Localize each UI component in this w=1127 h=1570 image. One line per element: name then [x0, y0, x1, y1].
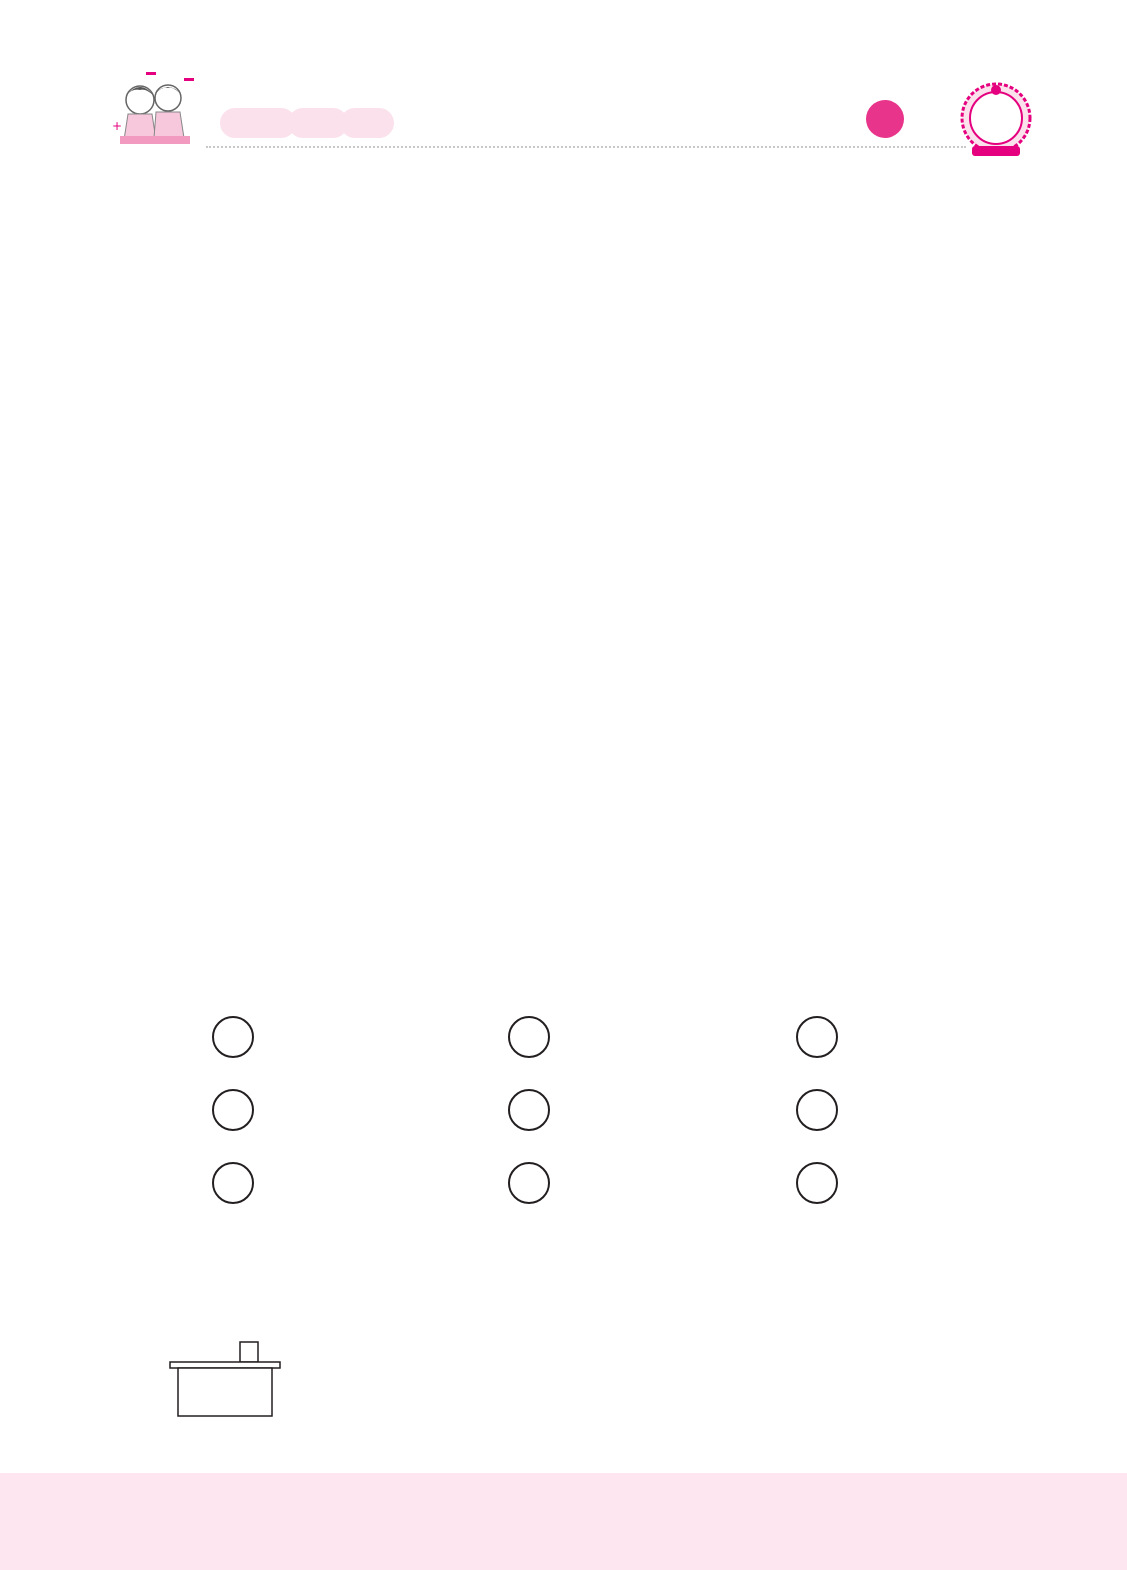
fill-in-equation	[204, 1012, 260, 1062]
train-diagram	[160, 1336, 1040, 1446]
locomotive-roof	[170, 1362, 280, 1368]
footer-band	[0, 1473, 1127, 1570]
header-divider	[206, 146, 966, 148]
answer-circle[interactable]	[796, 1089, 838, 1131]
answer-circle[interactable]	[212, 1016, 254, 1058]
edition-tag	[340, 108, 394, 138]
locomotive-chimney	[240, 1342, 258, 1362]
grade-tag	[220, 108, 296, 138]
answer-circle[interactable]	[796, 1016, 838, 1058]
fill-in-equation	[204, 1085, 260, 1135]
answer-circle[interactable]	[508, 1089, 550, 1131]
brand-logo	[958, 80, 1034, 160]
answer-circle[interactable]	[212, 1089, 254, 1131]
answer-circle[interactable]	[508, 1162, 550, 1204]
answer-circle[interactable]	[508, 1016, 550, 1058]
week-number-badge	[866, 100, 904, 138]
answer-circle[interactable]	[212, 1162, 254, 1204]
fill-in-equation	[788, 1012, 844, 1062]
kids-illustration	[106, 70, 206, 158]
fill-in-equation	[788, 1085, 844, 1135]
fill-in-equation	[788, 1158, 844, 1208]
fill-in-equation	[500, 1085, 556, 1135]
fill-in-equation	[500, 1012, 556, 1062]
volume-tag	[288, 108, 348, 138]
fill-in-equation	[204, 1158, 260, 1208]
svg-text:+: +	[112, 119, 123, 133]
answer-circle[interactable]	[796, 1162, 838, 1204]
fill-in-equation	[500, 1158, 556, 1208]
train-car-locomotive	[178, 1368, 272, 1416]
